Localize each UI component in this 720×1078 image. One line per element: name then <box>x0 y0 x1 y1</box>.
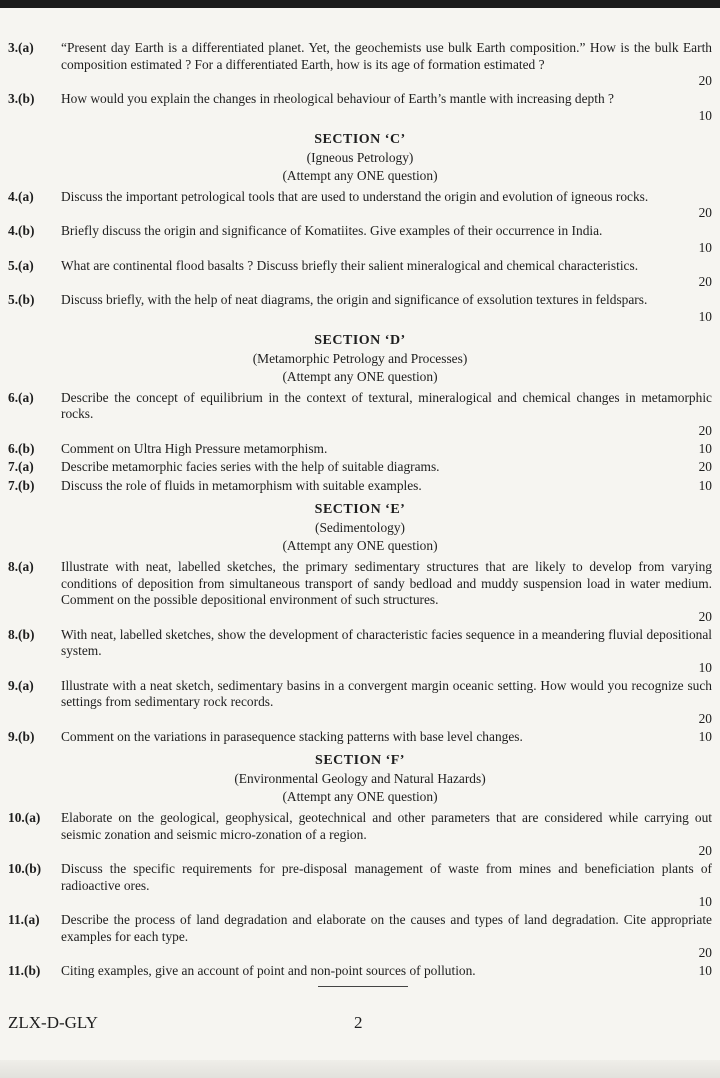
question-number: 10.(b) <box>8 861 42 876</box>
question-number: 7.(a) <box>8 459 34 474</box>
question-marks: 10 <box>698 963 712 978</box>
question-text: What are continental flood basalts ? Discuss briefly their salient mineralogical and chemical characteristics. <box>61 257 639 273</box>
question-number: 4.(a) <box>8 188 34 204</box>
section-header-f <box>0 751 720 806</box>
question-text: “Present day Earth is a differentiated planet. Yet, the geochemists use bulk Earth composition.” How is the bulk Earth composition estimated ? For a differentiated Earth, how is its age of formation estimated ? <box>61 40 712 72</box>
section-subtitle: (Environmental Geology and Natural Hazards) <box>234 771 486 786</box>
question-number: 7.(b) <box>8 477 35 493</box>
question-number: 11.(b) <box>8 963 41 978</box>
question-marks: 10 <box>698 440 712 456</box>
question-text: Citing examples, give an account of point and non-point sources of pollution. <box>61 963 476 978</box>
question-number: 3.(b) <box>8 91 35 106</box>
section-title: SECTION ‘C’ <box>314 131 406 147</box>
section-header-e <box>0 500 720 555</box>
question-text: Elaborate on the geological, geophysical, geotechnical and other parameters that are considered while carrying out seismic zonation and seismic micro-zonation of a region. <box>61 810 712 842</box>
section-instruction: (Attempt any ONE question) <box>282 789 438 804</box>
question-number: 5.(a) <box>8 257 34 273</box>
question-marks: 10 <box>698 728 712 744</box>
question-8a <box>0 559 720 625</box>
section-title: SECTION ‘D’ <box>314 332 406 348</box>
question-7b <box>0 478 720 495</box>
question-marks: 20 <box>698 205 712 220</box>
question-9b <box>0 729 720 746</box>
section-instruction: (Attempt any ONE question) <box>282 538 438 553</box>
question-number: 8.(a) <box>8 559 34 574</box>
question-text: Describe the process of land degradation and elaborate on the causes and types of land degradation. Cite appropriate examples for each type. <box>61 912 712 944</box>
question-text: Discuss briefly, with the help of neat diagrams, the origin and significance of exsolution textures in feldspars. <box>61 292 648 307</box>
question-4a <box>0 189 720 222</box>
question-11b <box>0 963 720 980</box>
question-number: 6.(a) <box>8 389 34 405</box>
question-number: 10.(a) <box>8 810 41 825</box>
question-text: Illustrate with a neat sketch, sedimentary basins in a convergent margin oceanic setting. How would you recognize such settings from sedimentary rock records. <box>61 677 712 709</box>
question-marks: 20 <box>698 710 712 726</box>
question-5a <box>0 258 720 291</box>
question-text: Discuss the specific requirements for pre-disposal management of waste from mines and beneficiation plants of radioactive ores. <box>61 861 712 893</box>
paper-code: ZLX-D-GLY <box>8 1013 98 1032</box>
question-7a <box>0 459 720 476</box>
question-number: 5.(b) <box>8 292 35 307</box>
top-border <box>0 0 720 8</box>
question-marks: 10 <box>698 107 712 123</box>
question-marks: 20 <box>698 843 712 858</box>
question-number: 9.(b) <box>8 728 35 744</box>
question-text: Describe the concept of equilibrium in the context of textural, mineralogical and chemical changes in metamorphic rocks. <box>61 389 712 421</box>
question-10a <box>0 810 720 859</box>
section-header-c <box>0 130 720 185</box>
question-marks: 20 <box>698 73 712 88</box>
section-subtitle: (Sedimentology) <box>314 520 405 535</box>
question-text: Briefly discuss the origin and significance of Komatiites. Give examples of their occurrence in India. <box>61 223 603 238</box>
question-text: How would you explain the changes in rheological behaviour of Earth’s mantle with increasing depth ? <box>61 91 614 106</box>
question-text: Discuss the important petrological tools that are used to understand the origin and evolution of igneous rocks. <box>61 188 649 204</box>
question-number: 6.(b) <box>8 440 35 456</box>
question-5b <box>0 292 720 325</box>
question-9a <box>0 678 720 727</box>
question-6b <box>0 441 720 458</box>
question-marks: 10 <box>698 239 712 255</box>
exam-page <box>0 40 720 980</box>
question-number: 11.(a) <box>8 912 40 927</box>
question-marks: 10 <box>698 894 712 909</box>
question-text: Describe metamorphic facies series with the help of suitable diagrams. <box>61 459 440 474</box>
question-6a <box>0 390 720 439</box>
section-header-d <box>0 331 720 386</box>
question-text: Comment on the variations in parasequence stacking patterns with base level changes. <box>61 728 523 744</box>
question-10b <box>0 861 720 910</box>
question-marks: 20 <box>698 274 712 289</box>
page-bottom-edge <box>0 1060 720 1078</box>
question-11a <box>0 912 720 961</box>
question-text: Comment on Ultra High Pressure metamorphism. <box>61 440 328 456</box>
question-text: Discuss the role of fluids in metamorphism with suitable examples. <box>61 477 422 493</box>
question-text: With neat, labelled sketches, show the development of characteristic facies sequence in a meandering fluvial depositional system. <box>61 626 712 658</box>
page-number: 2 <box>354 1013 363 1032</box>
footer-divider <box>318 986 408 987</box>
question-8b <box>0 627 720 676</box>
question-marks: 20 <box>698 945 712 960</box>
question-number: 4.(b) <box>8 223 35 238</box>
question-marks: 20 <box>698 608 712 624</box>
question-marks: 10 <box>698 308 712 324</box>
question-marks: 20 <box>698 422 712 438</box>
question-3b <box>0 91 720 124</box>
section-subtitle: (Metamorphic Petrology and Processes) <box>252 350 468 366</box>
question-3a <box>0 40 720 89</box>
question-4b <box>0 223 720 256</box>
question-text: Illustrate with neat, labelled sketches, the primary sedimentary structures that are likely to develop from varying conditions of deposition from simultaneous transport of sandy bedload and muddy suspension load in water medium. Comment on the possible depositional environment of such structures. <box>61 559 712 607</box>
question-marks: 10 <box>698 659 712 675</box>
section-title: SECTION ‘E’ <box>314 502 406 517</box>
question-number: 8.(b) <box>8 626 35 642</box>
section-instruction: (Attempt any ONE question) <box>282 167 438 183</box>
question-marks: 20 <box>698 459 712 474</box>
section-title: SECTION ‘F’ <box>315 753 405 768</box>
section-instruction: (Attempt any ONE question) <box>282 368 438 384</box>
question-marks: 10 <box>698 477 712 493</box>
question-number: 3.(a) <box>8 40 34 55</box>
question-number: 9.(a) <box>8 677 34 693</box>
section-subtitle: (Igneous Petrology) <box>306 149 414 165</box>
